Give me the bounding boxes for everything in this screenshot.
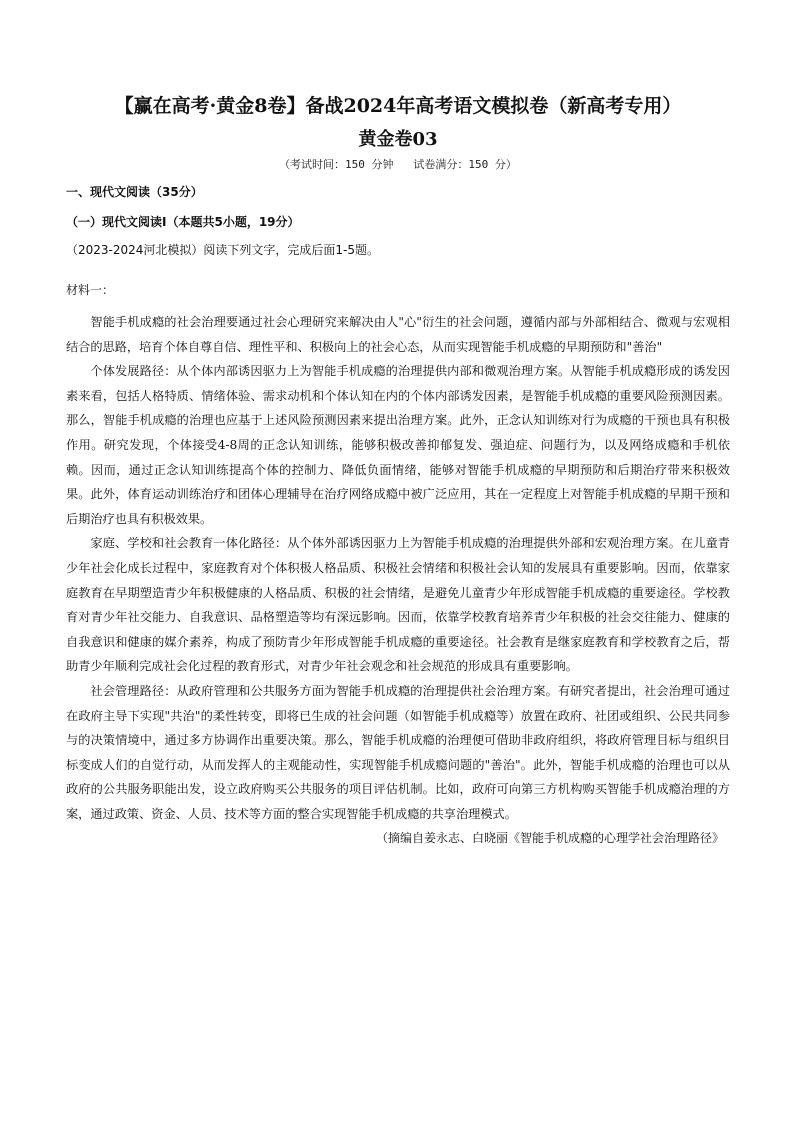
paragraph-education-path: 家庭、学校和社会教育一体化路径：从个体外部诱因驱力上为智能手机成瘾的治理提供外部和宏观治理方案。在儿童青少年社会化成长过程中，家庭教育对个体积极人格品质、积极社会情绪和积极社会认知的发展具有重要影响。因而，依靠家庭教育在早期塑造青少年积极健康的人格品质、积极的社会情绪，是避免儿童青少年形成智能手机成瘾的重要途径。学校教育对青少年社交能力、自我意识、品格塑造等均有深远影响。因而，依靠学校教育培养青少年积极的社会交往能力、健康的自我意识和健康的媒介素养，构成了预防青少年形成智能手机成瘾的重要途径。社会教育是继家庭教育和学校教育之后，帮助青少年顺利完成社会化过程的教育形式，对青少年社会观念和社会规范的形成具有重要影响。 (66, 536, 730, 674)
exam-title: 【赢在高考·黄金8卷】备战2024年高考语文模拟卷（新高考专用） (114, 95, 682, 117)
paragraph-intro: 智能手机成瘾的社会治理要通过社会心理研究来解决由人"心"衍生的社会问题，遵循内部与外部相结合、微观与宏观相结合的思路，培育个体自尊自信、理性平和、积极向上的社会心态，从而实现智能手机成瘾的早期预防和"善治" (66, 315, 730, 354)
subsection-heading: （一）现代文阅读Ⅰ（本题共5小题，19分） (66, 215, 300, 229)
material-label: 材料一： (66, 283, 115, 297)
section-heading: 一、现代文阅读（35分） (66, 185, 203, 199)
reading-instruction: （2023-2024河北模拟）阅读下列文字，完成后面1-5题。 (66, 243, 380, 257)
exam-subtitle: 黄金卷03 (358, 129, 438, 150)
exam-info: （考试时间：150 分钟 试卷满分：150 分） (279, 158, 517, 171)
paragraph-individual-path: 个体发展路径：从个体内部诱因驱力上为智能手机成瘾的治理提供内部和微观治理方案。从智能手机成瘾形成的诱发因素来看，包括人格特质、情绪体验、需求动机和个体认知在内的个体内部诱发因素，是智能手机成瘾的重要风险预测因素。那么，智能手机成瘾的治理也应基于上述风险预测因素来提出治理方案。此外，正念认知训练对行为成瘾的干预也具有积极作用。研究发现，个体接受4-8周的正念认知训练，能够积极改善抑郁复发、强迫症、问题行为，以及网络成瘾和手机依赖。因而，通过正念认知训练提高个体的控制力、降低负面情绪，能够对智能手机成瘾的早期预防和后期治疗带来积极效果。此外，体育运动训练治疗和团体心理辅导在治疗网络成瘾中被广泛应用，其在一定程度上对智能手机成瘾的早期干预和后期治疗也具有积极效果。 (66, 364, 730, 526)
source-citation: （摘编自姜永志、白晓丽《智能手机成瘾的心理学社会治理路径》 (375, 831, 724, 846)
paragraph-social-management-path: 社会管理路径：从政府管理和公共服务方面为智能手机成瘾的治理提供社会治理方案。有研究者提出，社会治理可通过在政府主导下实现"共治"的柔性转变，即将已生成的社会问题（如智能手机成瘾等）放置在政府、社团或组织、公民共同参与的决策情境中，通过多方协调作出重要决策。那么，智能手机成瘾的治理便可借助非政府组织，将政府管理目标与组织目标变成人们的自觉行动，从而发挥人的主观能动性，实现智能手机成瘾问题的"善治"。此外，智能手机成瘾的治理也可以从政府的公共服务职能出发，设立政府购买公共服务的项目评估机制。比如，政府可向第三方机构购买智能手机成瘾治理的方案，通过政策、资金、人员、技术等方面的整合实现智能手机成瘾的共享治理模式。 (66, 683, 730, 821)
